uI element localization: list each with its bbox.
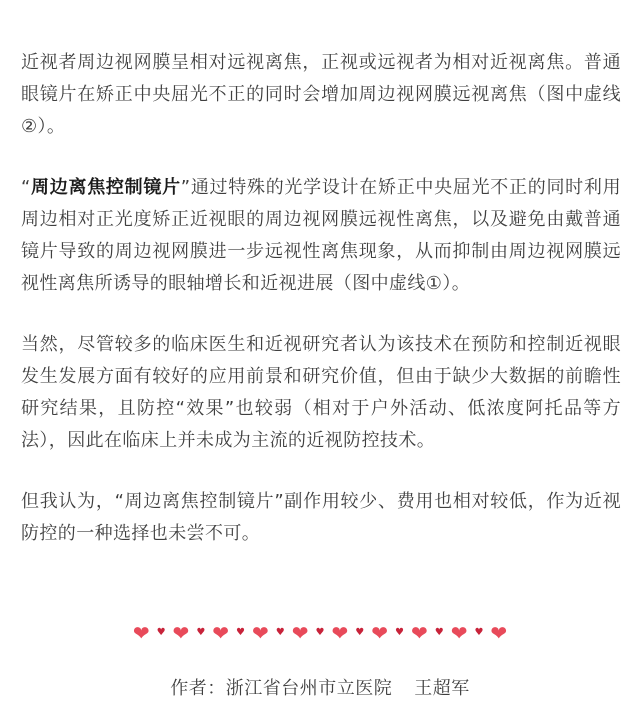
small-heart-icon: ♥ [315, 626, 325, 638]
heart-icon: ❤ [490, 620, 508, 645]
heart-icon: ❤ [450, 620, 468, 645]
heart-icon: ❤ [371, 620, 388, 645]
small-heart-icon: ♥ [355, 626, 365, 638]
close-quote: ” [180, 177, 191, 198]
author-name: 王超军 [414, 678, 470, 699]
heart-icon: ❤ [172, 620, 190, 645]
paragraph-3 [21, 329, 621, 457]
heart-icon: ❤ [252, 620, 269, 645]
small-heart-icon: ♥ [474, 626, 484, 638]
author-affiliation: 作者：浙江省台州市立医院 [170, 678, 393, 699]
open-quote: “ [21, 177, 31, 198]
heart-icon: ❤ [331, 620, 349, 645]
author-line [0, 676, 640, 702]
heart-divider [0, 620, 640, 645]
heart-icon: ❤ [132, 620, 150, 645]
small-heart-icon: ♥ [394, 626, 404, 638]
small-heart-icon: ♥ [434, 626, 444, 638]
article-body [21, 47, 621, 579]
small-heart-icon: ♥ [156, 626, 166, 638]
small-heart-icon: ♥ [236, 626, 246, 638]
heart-icon: ❤ [291, 620, 309, 645]
paragraph-2-text: 通过特殊的光学设计在矫正中央屈光不正的同时利用周边相对正光度矫正近视眼的周边视网膜远视性离焦，以及避免由戴普通镜片导致的周边视网膜进一步远视性离焦现象，从而抑制由周边视网膜远视性离焦所诱导的眼轴增长和近视进展（图中虚线①）。 [21, 177, 621, 294]
heart-icon: ❤ [212, 620, 230, 645]
paragraph-1 [21, 47, 621, 143]
paragraph-4-text: 但我认为，“周边离焦控制镜片”副作用较少、费用也相对较低，作为近视防控的一种选择也未尝不可。 [21, 491, 621, 544]
heart-icon: ❤ [410, 620, 428, 645]
small-heart-icon: ♥ [196, 626, 206, 638]
small-heart-icon: ♥ [275, 626, 285, 638]
paragraph-4 [21, 486, 621, 550]
lens-name-highlight: 周边离焦控制镜片 [30, 177, 181, 198]
paragraph-1-text: 近视者周边视网膜呈相对远视离焦，正视或远视者为相对近视离焦。普通眼镜片在矫正中央屈光不正的同时会增加周边视网膜远视离焦（图中虚线②）。 [21, 52, 621, 137]
paragraph-2 [21, 172, 621, 300]
paragraph-3-text: 当然，尽管较多的临床医生和近视研究者认为该技术在预防和控制近视眼发生发展方面有较好的应用前景和研究价值，但由于缺少大数据的前瞻性研究结果，且防控“效果”也较弱（相对于户外活动、低浓度阿托品等方法），因此在临床上并未成为主流的近视防控技术。 [21, 334, 621, 451]
